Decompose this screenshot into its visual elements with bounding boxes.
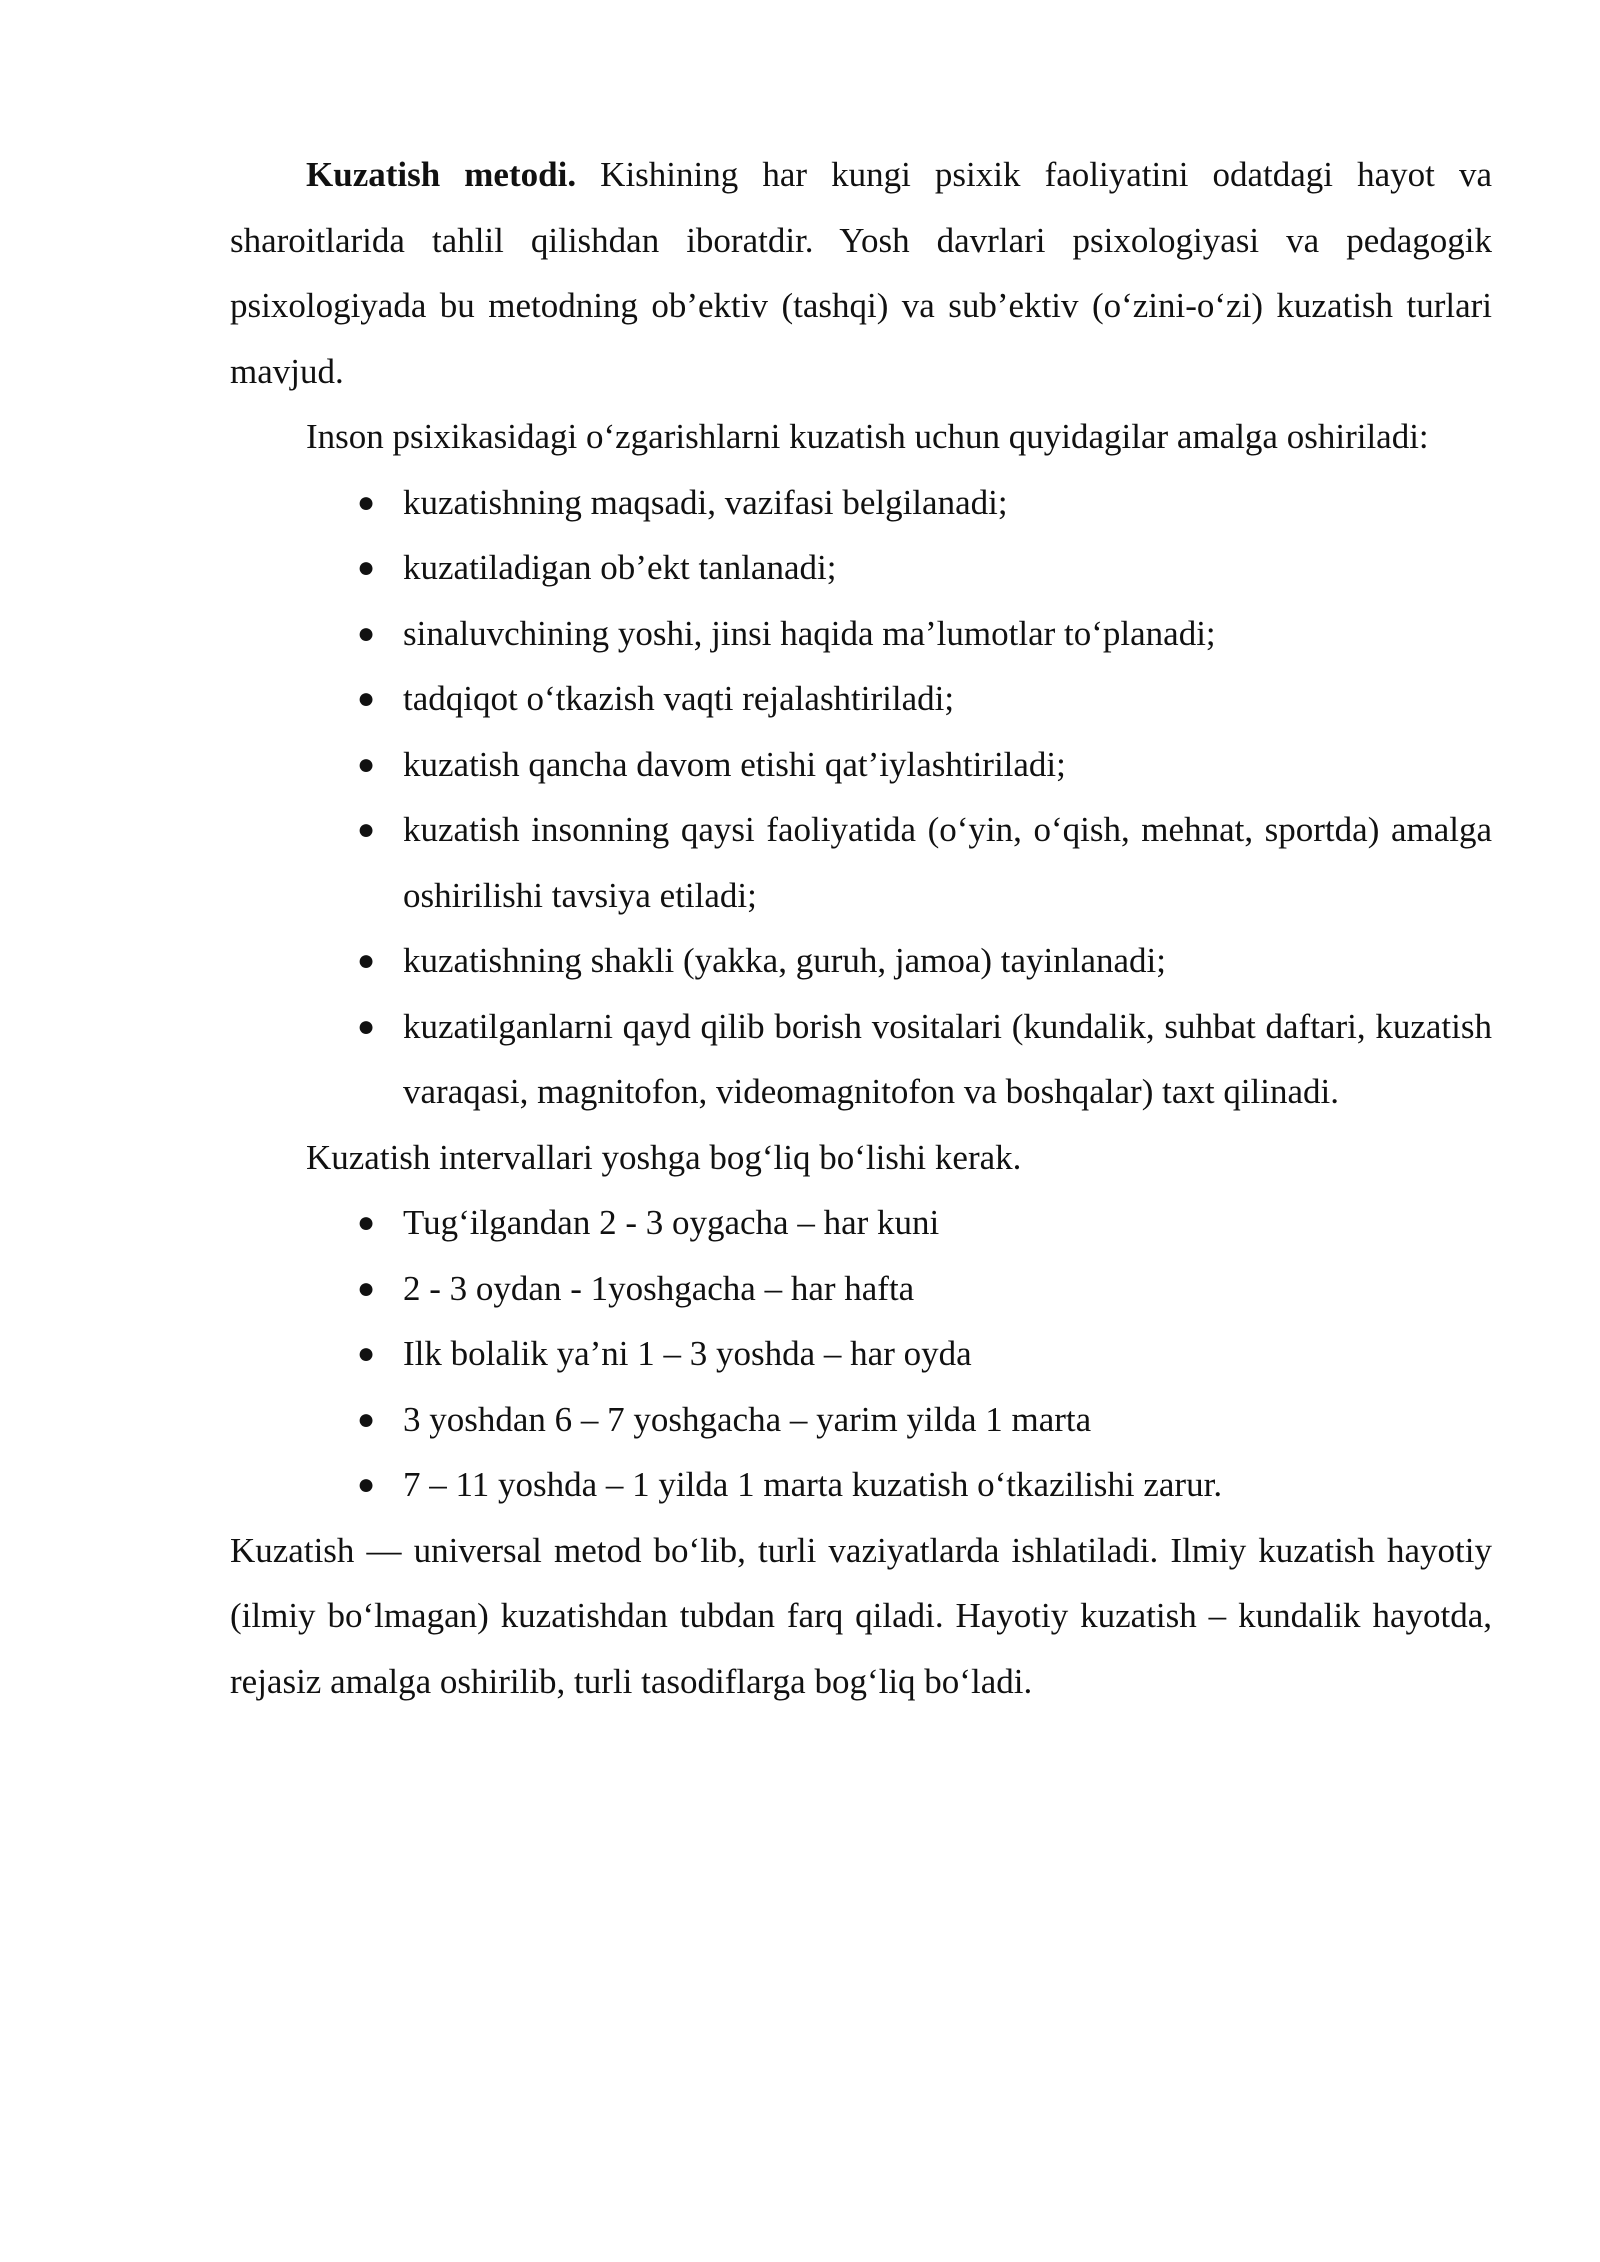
bullet-icon: ● [357, 485, 376, 519]
document-body [230, 142, 1492, 1714]
list-item: ● sinaluvchining yoshi, jinsi haqida ma’lumotlar to‘planadi; [403, 601, 1492, 667]
bullet-icon: ● [357, 944, 376, 977]
bullet-icon: ● [357, 616, 376, 650]
paragraph-kuzatish-metodi [230, 142, 1492, 404]
paragraph-inson-psixikasi: Inson psixikasidagi o‘zgarishlarni kuzatish uchun quyidagilar amalga oshiriladi: [306, 417, 1429, 456]
bullet-icon: ● [357, 1402, 376, 1436]
list-item: ● kuzatishning maqsadi, vazifasi belgilanadi; [403, 470, 1492, 536]
list-item: ● kuzatish insonning qaysi faoliyatida (o‘yin, o‘qish, mehnat, sportda) amalga oshirilishi tavsiya etiladi; [403, 797, 1492, 928]
bullet-icon: ● [357, 813, 376, 846]
bullet-icon: ● [357, 747, 376, 781]
list-item: ● kuzatishning shakli (yakka, guruh, jamoa) tayinlanadi; [403, 928, 1492, 994]
bullet-icon: ● [357, 1468, 376, 1501]
paragraph-intervallar: Kuzatish intervallari yoshga bog‘liq bo‘lishi kerak. [306, 1137, 1022, 1177]
list-item: ● Tug‘ilgandan 2 - 3 oygacha – har kuni [403, 1190, 1492, 1256]
bullet-list-steps [230, 470, 1492, 1125]
list-item: ● tadqiqot o‘tkazish vaqti rejalashtiriladi; [403, 666, 1492, 732]
bullet-icon: ● [357, 1206, 376, 1239]
bullet-list-intervals [230, 1190, 1492, 1518]
bullet-icon: ● [357, 1009, 376, 1043]
paragraph-lead-bold: Kuzatish metodi. [306, 155, 577, 194]
paragraph-text: Kishining har kungi psixik faoliyatini odatdagi hayot va sharoitlarida tahlil qilishdan iboratdir. Yosh davrlari psixologiyasi va pedagogik psixologiyada bu metodning ob’ektiv (tashqi) va sub’ektiv (o‘zini-o‘zi) kuzatish turlari mavjud. [230, 155, 1492, 391]
list-item: ● kuzatilganlarni qayd qilib borish vositalari (kundalik, suhbat daftari, kuzatish varaqasi, magnitofon, videomagnitofon va boshqalar) taxt qilinadi. [403, 994, 1492, 1125]
list-item: ● kuzatish qancha davom etishi qat’iylashtiriladi; [403, 732, 1492, 798]
list-item: ● Ilk bolalik ya’ni 1 – 3 yoshda – har oyda [403, 1321, 1492, 1387]
bullet-icon: ● [357, 1271, 376, 1305]
list-item: ● kuzatiladigan ob’ekt tanlanadi; [403, 535, 1492, 601]
list-item: ● 2 - 3 oydan - 1yoshgacha – har hafta [403, 1256, 1492, 1322]
list-item: ● 7 – 11 yoshda – 1 yilda 1 marta kuzatish o‘tkazilishi zarur. [403, 1452, 1492, 1518]
list-item: ● 3 yoshdan 6 – 7 yoshgacha – yarim yilda 1 marta [403, 1387, 1492, 1453]
bullet-icon: ● [357, 551, 376, 584]
bullet-icon: ● [357, 682, 376, 715]
paragraph-universal-metod: Kuzatish — universal metod bo‘lib, turli vaziyatlarda ishlatiladi. Ilmiy kuzatish hayotiy (ilmiy bo‘lmagan) kuzatishdan tubdan farq qiladi. Hayotiy kuzatish – kundalik hayotda, rejasiz amalga oshirilib, turli tasodiflarga bog‘liq bo‘ladi. [230, 1530, 1492, 1701]
bullet-icon: ● [357, 1337, 376, 1370]
